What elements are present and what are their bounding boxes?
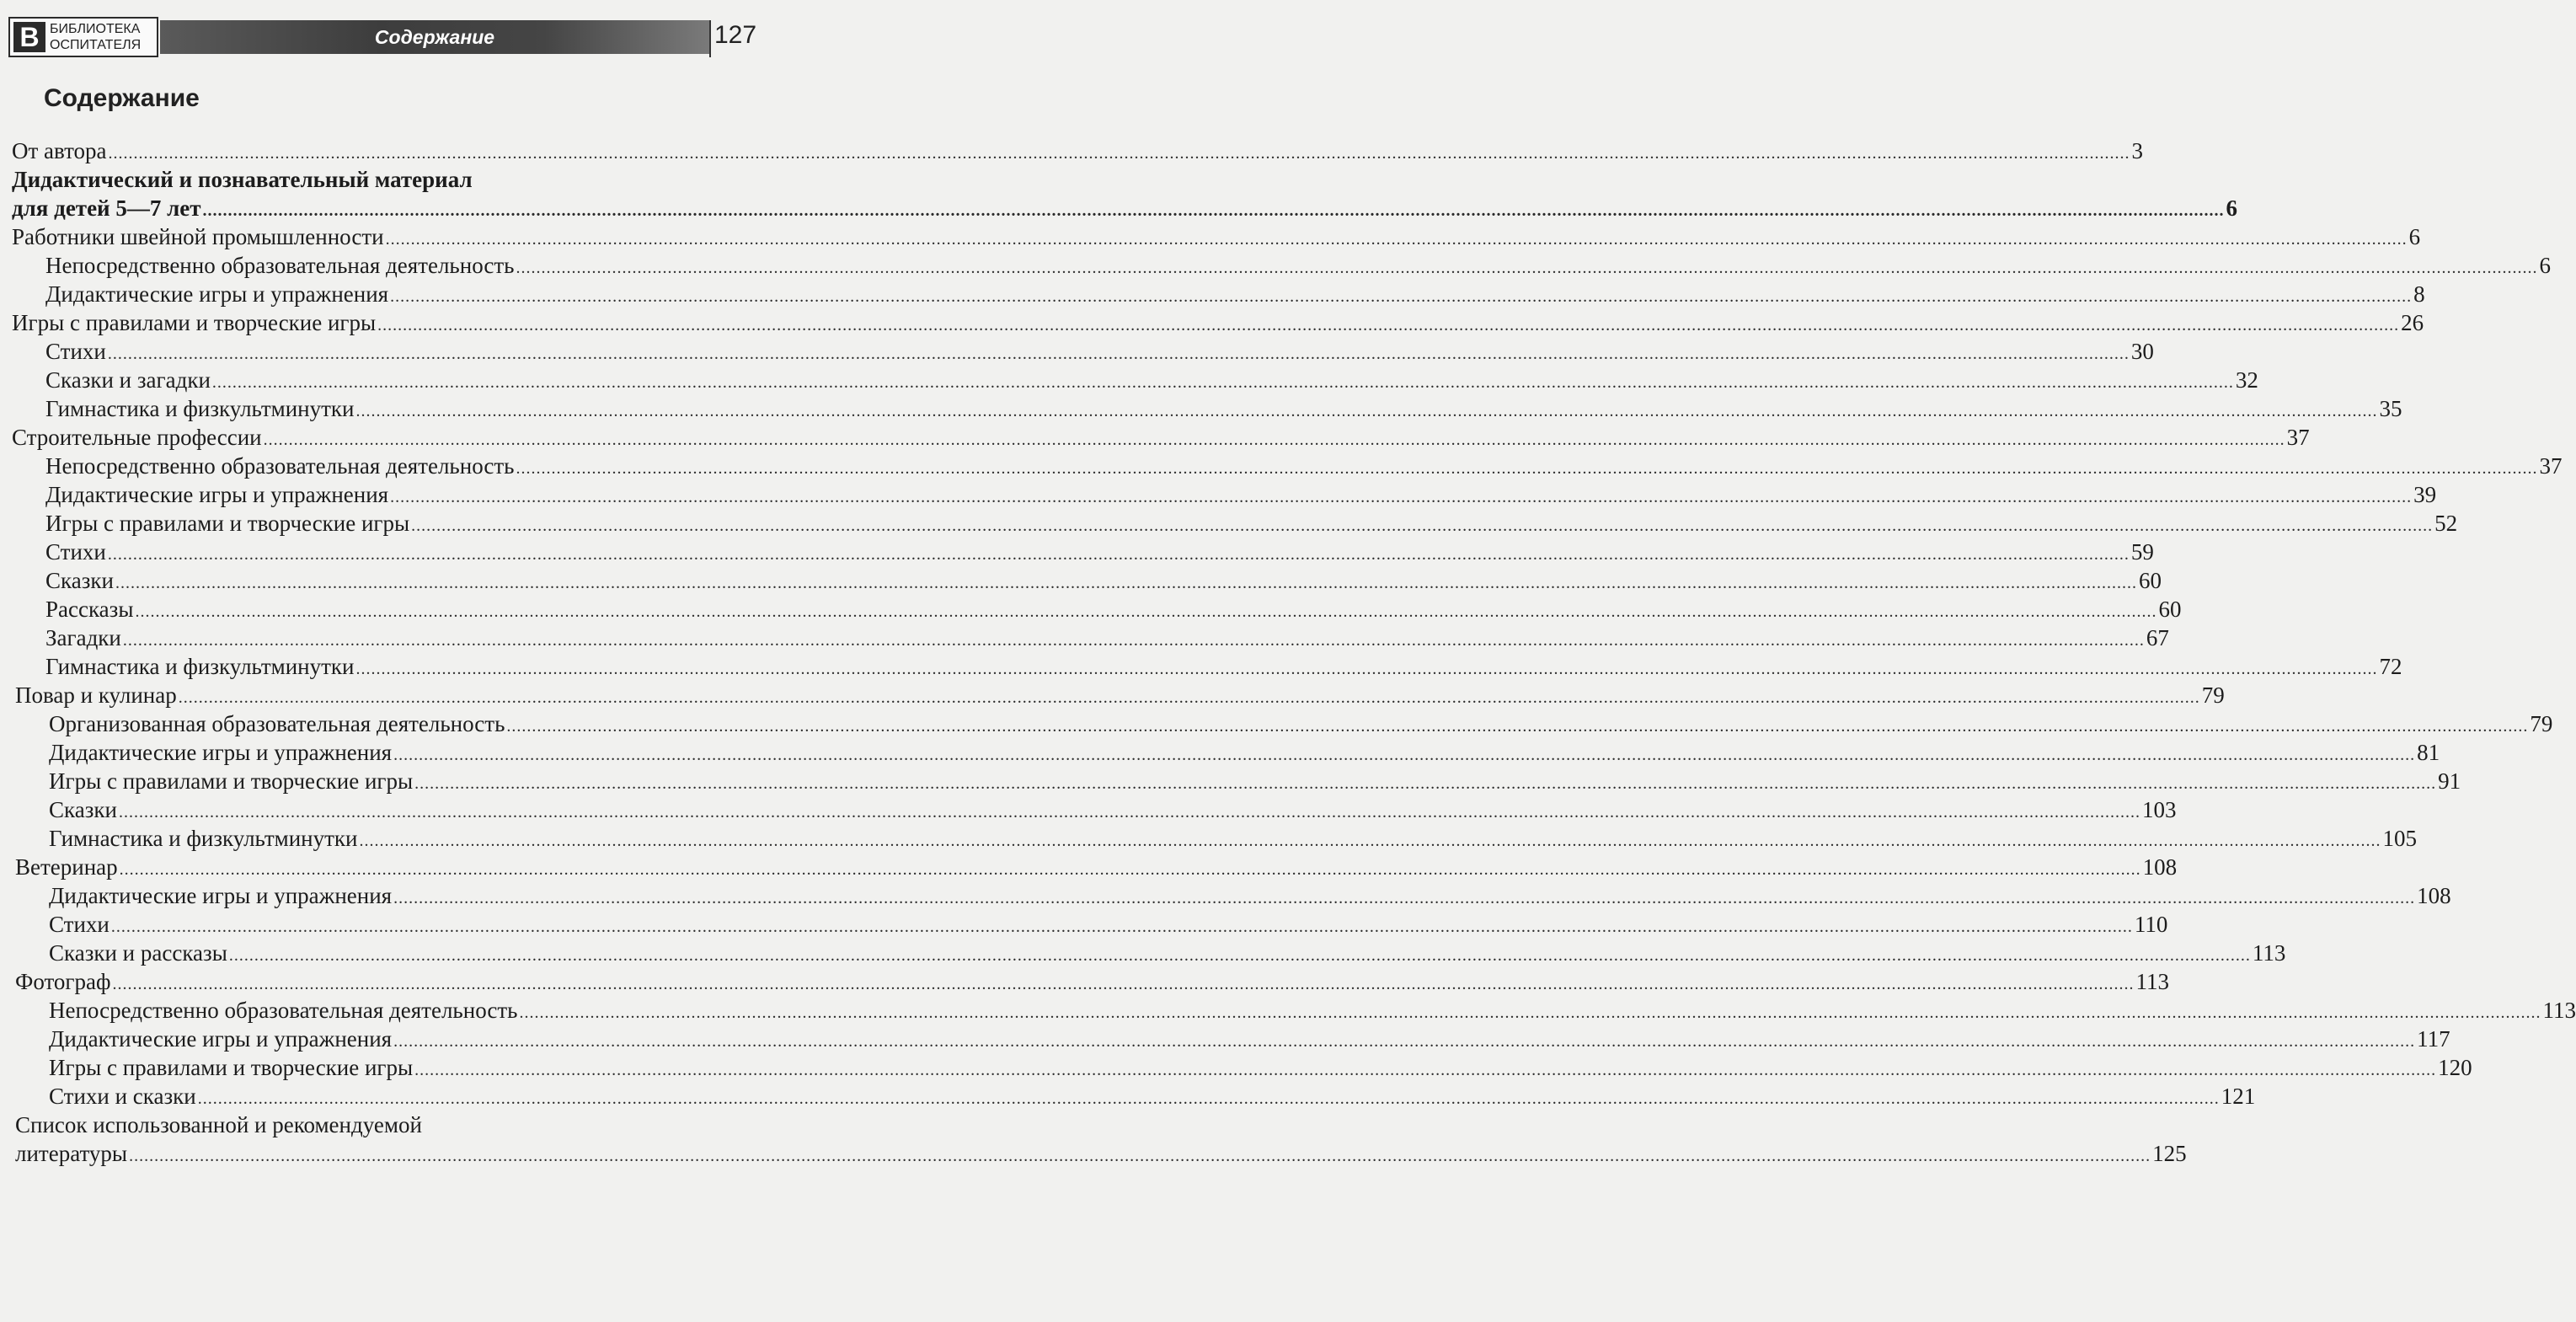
toc-entry — [49, 910, 2168, 939]
toc-leader-dots: ................................................................................................................................................................................................................................................................................................................................................................................................................ — [197, 1089, 2220, 1108]
toc-entry — [45, 280, 2425, 308]
toc-entry-title: Сказки и рассказы — [49, 940, 227, 966]
toc-leader-dots: ................................................................................................................................................................................................................................................................................................................................................................................................................ — [359, 832, 2381, 850]
toc-entry-title: Организованная образовательная деятельность — [49, 711, 505, 736]
toc-leader-dots: ................................................................................................................................................................................................................................................................................................................................................................................................................ — [393, 1032, 2416, 1051]
toc-entry — [45, 251, 2551, 280]
toc-entry — [45, 452, 2563, 480]
toc-leader-dots: ................................................................................................................................................................................................................................................................................................................................................................................................................ — [390, 488, 2413, 506]
page-title: Содержание — [44, 84, 200, 112]
toc-page-number: 113 — [2135, 969, 2169, 994]
toc-entry — [45, 366, 2258, 394]
toc-page-number: 59 — [2130, 539, 2154, 565]
toc-entry — [49, 709, 2553, 738]
toc-entry — [15, 853, 2178, 881]
toc-page-number: 108 — [2417, 883, 2451, 908]
toc-page-number: 81 — [2417, 740, 2440, 765]
toc-entry-title: Загадки — [45, 625, 121, 650]
toc-entry-title: Игры с правилами и творческие игры — [12, 310, 377, 335]
toc-entry-title: Сказки — [45, 568, 114, 593]
toc-entry — [49, 1053, 2472, 1082]
toc-entry-title: Дидактические игры и упражнения — [49, 883, 393, 908]
series-name-line2: ОСПИТАТЕЛЯ — [50, 38, 142, 52]
toc-entry-title: Фотограф — [15, 969, 111, 994]
toc-leader-dots: ................................................................................................................................................................................................................................................................................................................................................................................................................ — [393, 746, 2416, 764]
toc-entry — [45, 480, 2437, 509]
toc-entry-title: Стихи — [45, 539, 106, 565]
toc-page-number: 121 — [2221, 1084, 2256, 1109]
toc-page-number: 6 — [2539, 253, 2551, 278]
toc-page-number: 72 — [2379, 654, 2402, 679]
toc-entry — [12, 222, 2421, 251]
toc-leader-dots: ................................................................................................................................................................................................................................................................................................................................................................................................................ — [414, 1061, 2437, 1079]
toc-page-number: 60 — [2158, 597, 2182, 622]
toc-leader-dots: ................................................................................................................................................................................................................................................................................................................................................................................................................ — [115, 574, 2137, 592]
toc-entry-title: Повар и кулинар — [15, 682, 177, 708]
toc-entry-line: Дидактический и познавательный материал — [12, 167, 473, 192]
toc-entry-title: Дидактические игры и упражнения — [49, 740, 393, 765]
toc-entry-title: Дидактические игры и упражнения — [45, 281, 389, 307]
toc-entry — [49, 881, 2451, 910]
toc-leader-dots: ................................................................................................................................................................................................................................................................................................................................................................................................................ — [506, 717, 2529, 736]
toc-entry — [49, 1082, 2256, 1111]
toc-entry-title: Гимнастика и физкультминутки — [45, 396, 355, 421]
toc-page-number: 8 — [2413, 281, 2425, 307]
toc-leader-dots: ................................................................................................................................................................................................................................................................................................................................................................................................................ — [119, 860, 2141, 879]
toc-page-number: 105 — [2382, 826, 2417, 851]
toc-entry — [45, 566, 2162, 595]
toc-page-number: 91 — [2438, 768, 2461, 794]
toc-leader-dots: ................................................................................................................................................................................................................................................................................................................................................................................................................ — [390, 287, 2413, 306]
toc-page-number: 32 — [2235, 367, 2258, 393]
toc-entry-title: Непосредственно образовательная деятельность — [49, 998, 518, 1023]
toc-entry-title: Дидактические игры и упражнения — [45, 482, 389, 507]
toc-leader-dots: ................................................................................................................................................................................................................................................................................................................................................................................................................ — [129, 1147, 2151, 1165]
toc-leader-dots: ................................................................................................................................................................................................................................................................................................................................................................................................................ — [385, 230, 2408, 249]
toc-entry — [49, 795, 2177, 824]
toc-entry-line: Список использованной и рекомендуемой — [15, 1112, 422, 1137]
toc-entry — [49, 996, 2576, 1025]
toc-entry — [49, 939, 2286, 967]
toc-page-number: 30 — [2130, 339, 2154, 364]
toc-leader-dots: ................................................................................................................................................................................................................................................................................................................................................................................................................ — [122, 631, 2145, 650]
toc-leader-dots: ................................................................................................................................................................................................................................................................................................................................................................................................................ — [108, 144, 2130, 163]
toc-entry — [45, 394, 2402, 423]
running-header — [8, 17, 767, 61]
toc-leader-dots: ................................................................................................................................................................................................................................................................................................................................................................................................................ — [110, 918, 2133, 936]
toc-entry — [49, 824, 2417, 853]
toc-entry-title: Игры с правилами и творческие игры — [49, 1055, 414, 1080]
toc-leader-dots: ................................................................................................................................................................................................................................................................................................................................................................................................................ — [135, 602, 2157, 621]
toc-entry-title: Стихи — [49, 912, 110, 937]
page-number: 127 — [714, 21, 757, 49]
toc-leader-dots: ................................................................................................................................................................................................................................................................................................................................................................................................................ — [112, 975, 2135, 993]
header-divider — [709, 20, 711, 57]
toc-entry — [49, 1025, 2450, 1053]
toc-leader-dots: ................................................................................................................................................................................................................................................................................................................................................................................................................ — [377, 316, 2400, 335]
toc-entry — [45, 509, 2458, 538]
toc-entry-title: Строительные профессии — [12, 425, 262, 450]
toc-leader-dots: ................................................................................................................................................................................................................................................................................................................................................................................................................ — [355, 660, 2378, 678]
toc-leader-dots: ................................................................................................................................................................................................................................................................................................................................................................................................................ — [519, 1004, 2541, 1022]
toc-entry-title: Дидактические игры и упражнения — [49, 1026, 393, 1052]
toc-page-number: 103 — [2141, 797, 2177, 822]
toc-entry-title: литературы — [15, 1141, 128, 1166]
toc-entry-title: Работники швейной промышленности — [12, 224, 384, 249]
toc-entry-title: Стихи и сказки — [49, 1084, 196, 1109]
toc-page-number: 110 — [2134, 912, 2168, 937]
toc-entry — [49, 738, 2440, 767]
toc-page-number: 113 — [2542, 998, 2576, 1023]
toc-entry-title: Непосредственно образовательная деятельность — [45, 253, 515, 278]
toc-entry — [15, 1139, 2187, 1168]
toc-page-number: 125 — [2152, 1141, 2187, 1166]
toc-entry — [12, 136, 2144, 165]
toc-page-number: 3 — [2131, 138, 2144, 163]
toc-page-number: 79 — [2530, 711, 2553, 736]
toc-entry — [45, 624, 2169, 652]
toc-page-number: 35 — [2379, 396, 2402, 421]
toc-leader-dots: ................................................................................................................................................................................................................................................................................................................................................................................................................ — [393, 889, 2416, 907]
toc-page-number: 79 — [2201, 682, 2225, 708]
toc-entry-title: Стихи — [45, 339, 106, 364]
running-header-title: Содержание — [374, 26, 495, 48]
toc-leader-dots: ................................................................................................................................................................................................................................................................................................................................................................................................................ — [516, 459, 2538, 478]
toc-entry-title: От автора — [12, 138, 107, 163]
toc-entry — [45, 595, 2182, 624]
toc-leader-dots: ................................................................................................................................................................................................................................................................................................................................................................................................................ — [516, 259, 2538, 277]
toc-entry-title: Рассказы — [45, 597, 134, 622]
toc-entry-title: Гимнастика и физкультминутки — [49, 826, 358, 851]
toc-entry — [45, 538, 2154, 566]
toc-entry — [12, 308, 2424, 337]
toc-leader-dots: ................................................................................................................................................................................................................................................................................................................................................................................................................ — [414, 774, 2437, 793]
toc-page-number: 52 — [2434, 511, 2458, 536]
toc-page-number: 113 — [2252, 940, 2286, 966]
series-logo-letter: B — [13, 22, 45, 52]
toc-leader-dots: ................................................................................................................................................................................................................................................................................................................................................................................................................ — [263, 431, 2285, 449]
toc-entry-title: Сказки — [49, 797, 117, 822]
toc-leader-dots: ................................................................................................................................................................................................................................................................................................................................................................................................................ — [202, 201, 2225, 220]
toc-entry — [45, 337, 2154, 366]
toc-leader-dots: ................................................................................................................................................................................................................................................................................................................................................................................................................ — [107, 345, 2130, 363]
toc-page-number: 39 — [2413, 482, 2437, 507]
toc-entry — [15, 681, 2225, 709]
toc-leader-dots: ................................................................................................................................................................................................................................................................................................................................................................................................................ — [355, 402, 2378, 420]
toc-leader-dots: ................................................................................................................................................................................................................................................................................................................................................................................................................ — [107, 545, 2130, 564]
toc-leader-dots: ................................................................................................................................................................................................................................................................................................................................................................................................................ — [411, 516, 2434, 535]
toc-page-number: 117 — [2417, 1026, 2450, 1052]
series-logo — [8, 17, 158, 57]
toc-entry-title: Ветеринар — [15, 854, 118, 880]
toc-entry — [15, 967, 2169, 996]
toc-page-number: 6 — [2226, 195, 2238, 221]
toc-page-number: 26 — [2401, 310, 2424, 335]
toc-entry-title: Гимнастика и физкультминутки — [45, 654, 355, 679]
toc-page-number: 37 — [2539, 453, 2563, 479]
toc-entry — [12, 423, 2310, 452]
toc-page-number: 37 — [2286, 425, 2310, 450]
header-bar — [160, 20, 709, 54]
toc-entry-title: Непосредственно образовательная деятельность — [45, 453, 515, 479]
toc-page-number: 120 — [2438, 1055, 2472, 1080]
toc-leader-dots: ................................................................................................................................................................................................................................................................................................................................................................................................................ — [178, 688, 2200, 707]
toc-leader-dots: ................................................................................................................................................................................................................................................................................................................................................................................................................ — [228, 946, 2251, 965]
toc-entry — [49, 767, 2461, 795]
toc-page-number: 60 — [2138, 568, 2162, 593]
toc-entry-title: для детей 5—7 лет — [12, 195, 201, 221]
toc-entry-title: Игры с правилами и творческие игры — [49, 768, 414, 794]
toc-entry — [45, 652, 2402, 681]
toc-entry — [12, 194, 2238, 222]
toc-entry-title: Игры с правилами и творческие игры — [45, 511, 410, 536]
toc-leader-dots: ................................................................................................................................................................................................................................................................................................................................................................................................................ — [211, 373, 2234, 392]
series-name — [50, 21, 141, 53]
series-name-line1: БИБЛИОТЕКА — [50, 22, 141, 36]
toc-page-number: 67 — [2146, 625, 2169, 650]
toc-page-number: 108 — [2142, 854, 2178, 880]
toc-page-number: 6 — [2408, 224, 2421, 249]
toc-leader-dots: ................................................................................................................................................................................................................................................................................................................................................................................................................ — [118, 803, 2140, 822]
toc-entry-title: Сказки и загадки — [45, 367, 211, 393]
